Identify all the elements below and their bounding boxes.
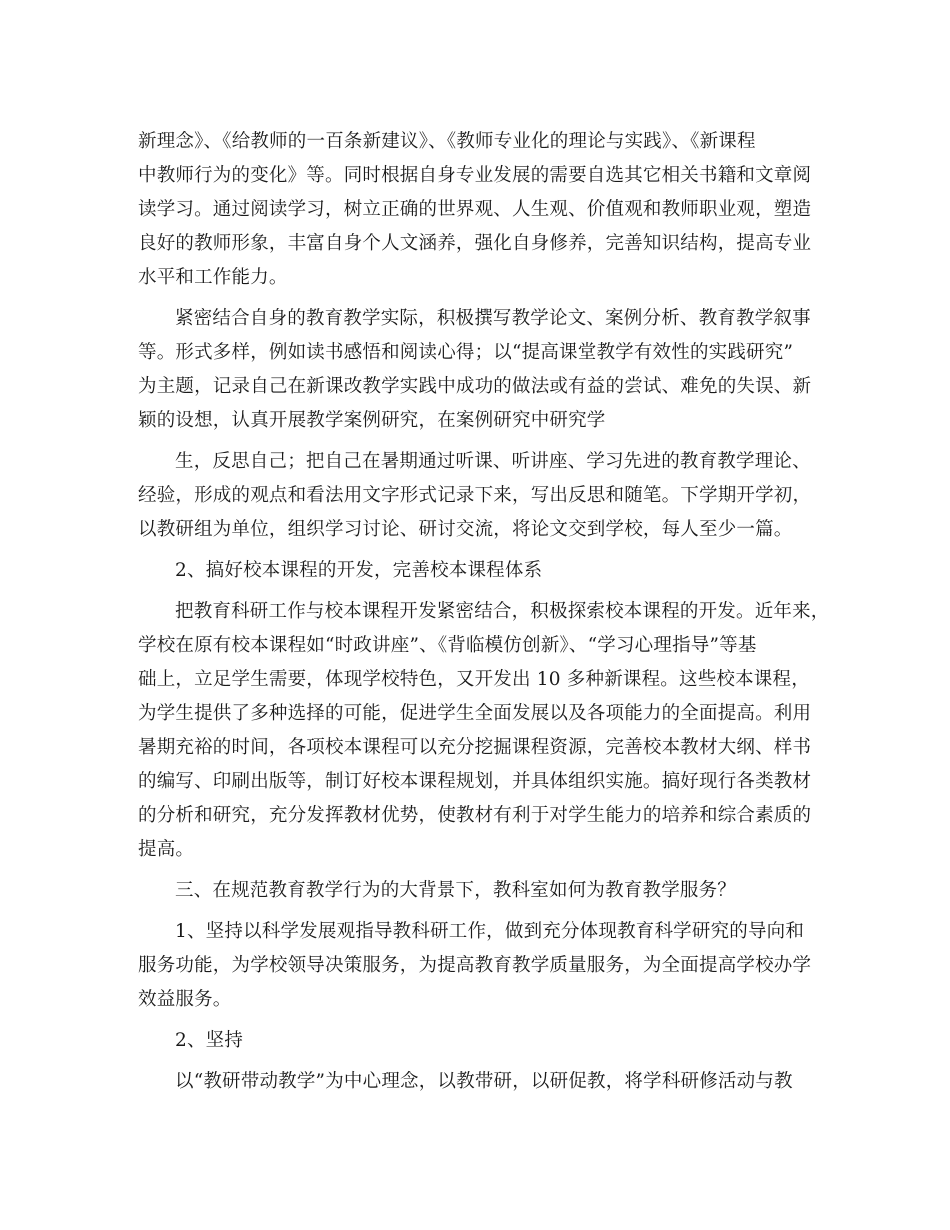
text-line: 暑期充裕的时间，各项校本课程可以充分挖掘课程资源，完善校本教材大纲、样书 (138, 737, 812, 758)
paragraph-first-line: 生，反思自己；把自己在暑期通过听课、听讲座、学习先进的教育教学理论、 (175, 451, 811, 472)
text-line: 以教研组为单位，组织学习讨论、研讨交流，将论文交到学校，每人至少一篇。 (138, 519, 793, 540)
text-line: 效益服务。 (138, 989, 232, 1010)
text-line: 的编写、印刷出版等，制订好校本课程规划，并具体组织实施。搞好现行各类教材 (138, 771, 812, 792)
text-line: 提高。 (138, 839, 195, 860)
section-heading: 2、坚持 (175, 1030, 244, 1051)
text-line: 经验，形成的观点和看法用文字形式记录下来，写出反思和随笔。下学期开学初， (138, 485, 812, 506)
text-line: 为学生提供了多种选择的可能，促进学生全面发展以及各项能力的全面提高。利用 (138, 703, 812, 724)
text-line: 颖的设想，认真开展教学案例研究，在案例研究中研究学 (138, 410, 606, 431)
text-line: 中教师行为的变化》等。同时根据自身专业发展的需要自选其它相关书籍和文章阅 (138, 165, 812, 186)
text-line: 础上，立足学生需要，体现学校特色，又开发出 10 多种新课程。这些校本课程， (138, 669, 810, 690)
paragraph-first-line: 以“教研带动教学”为中心理念，以教带研，以研促教，将学科研修活动与教 (175, 1071, 793, 1092)
text-line: 良好的教师形象，丰富自身个人文涵养，强化自身修养，完善知识结构，提高专业 (138, 233, 812, 254)
text-line: 读学习。通过阅读学习，树立正确的世界观、人生观、价值观和教师职业观，塑造 (138, 199, 812, 220)
text-line: 等。形式多样，例如读书感悟和阅读心得；以“提高课堂教学有效性的实践研究” (138, 342, 794, 363)
text-line: 服务功能，为学校领导决策服务，为提高教育教学质量服务，为全面提高学校办学 (138, 955, 812, 976)
paragraph-first-line: 把教育科研工作与校本课程开发紧密结合，积极探索校本课程的开发。近年来， (175, 601, 830, 622)
section-heading: 三、在规范教育教学行为的大背景下，教科室如何为教育教学服务？ (175, 880, 737, 901)
text-line: 的分析和研究，充分发挥教材优势，使教材有利于对学生能力的培养和综合素质的 (138, 805, 812, 826)
text-line: 学校在原有校本课程如“时政讲座”、《背临模仿创新》、“学习心理指导”等基 (138, 635, 757, 656)
text-line: 水平和工作能力。 (138, 267, 288, 288)
text-line: 为主题，记录自己在新课改教学实践中成功的做法或有益的尝试、难免的失误、新 (138, 376, 812, 397)
paragraph-first-line: 紧密结合自身的教育教学实际，积极撰写教学论文、案例分析、教育教学叙事 (175, 308, 811, 329)
section-heading: 2、搞好校本课程的开发，完善校本课程体系 (175, 560, 543, 581)
paragraph-first-line: 1、坚持以科学发展观指导教科研工作，做到充分体现教育科学研究的导向和 (175, 921, 805, 942)
text-line: 新理念》、《给教师的一百条新建议》、《教师专业化的理论与实践》、《新课程 (138, 131, 756, 152)
